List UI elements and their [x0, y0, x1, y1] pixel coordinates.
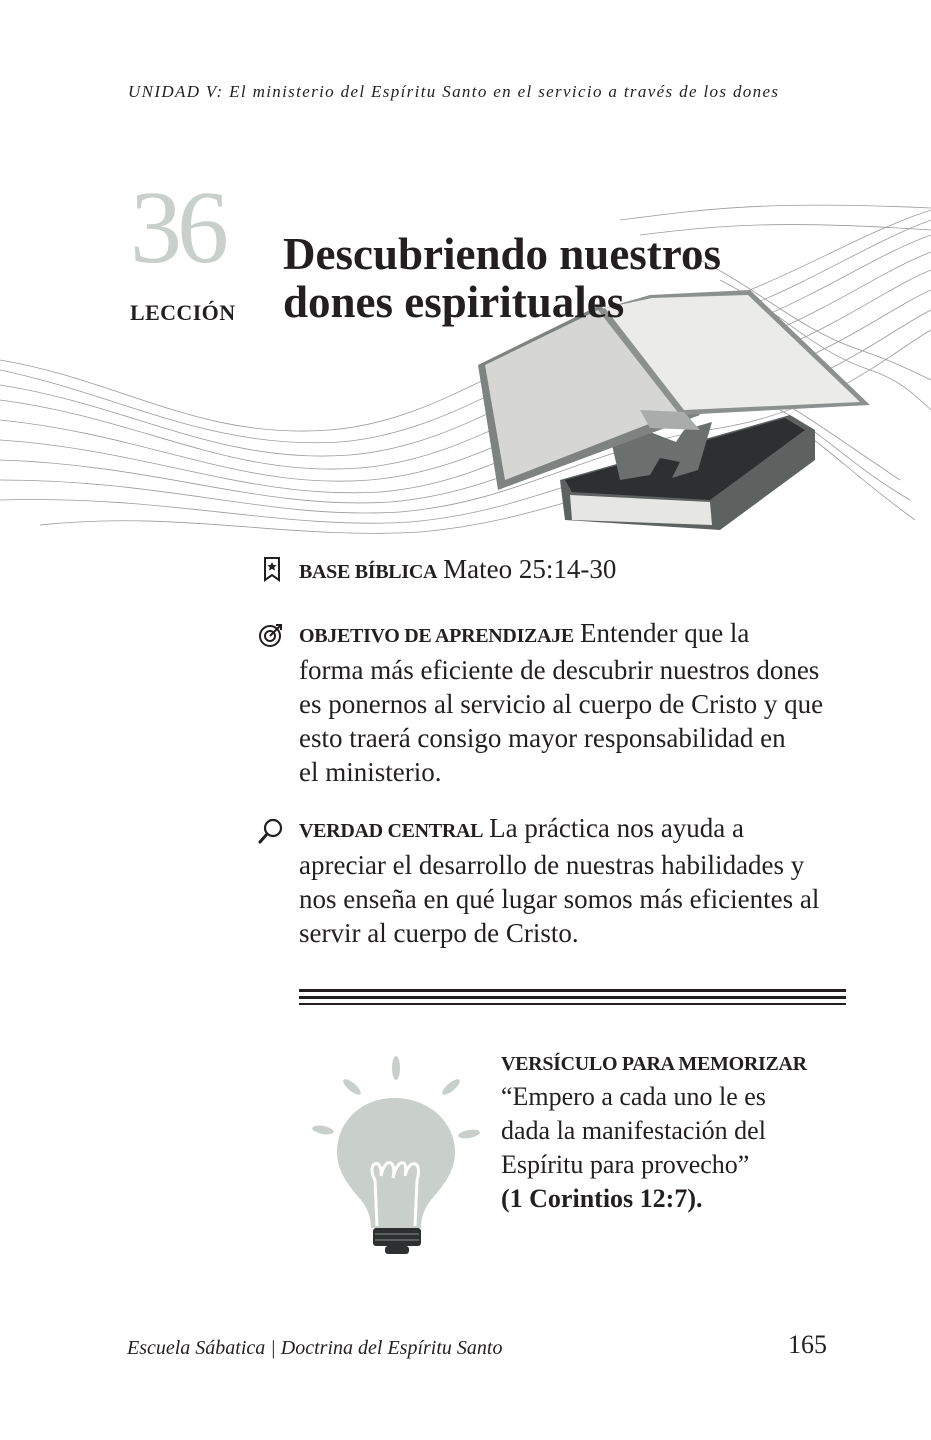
lesson-title	[283, 230, 843, 326]
target-icon	[258, 622, 284, 648]
verdad-line-3: nos enseña en qué lugar somos más eficientes al	[299, 884, 820, 914]
objetivo-line-2: forma más eficiente de descubrir nuestros dones	[299, 655, 820, 685]
memory-verse-line-1: “Empero a cada uno le es	[501, 1082, 766, 1111]
bookmark-icon	[259, 556, 285, 582]
divider-rule	[299, 989, 846, 992]
page-number: 165	[788, 1330, 827, 1359]
base-biblica-text: Mateo 25:14-30	[443, 554, 617, 584]
objetivo-line-3: es ponernos al servicio al cuerpo de Cristo y que	[299, 689, 824, 719]
verdad-central	[299, 811, 859, 950]
memory-verse-label: VERSÍCULO PARA MEMORIZAR	[501, 1053, 807, 1075]
objetivo-line-4: esto traerá consigo mayor responsabilidad en	[299, 723, 786, 753]
objetivo-line-5: el ministerio.	[299, 757, 442, 787]
divider-rule	[299, 996, 846, 999]
lightbulb-icon	[305, 1050, 495, 1255]
title-line-2: dones espirituales	[283, 277, 625, 327]
objetivo-label: OBJETIVO DE APRENDIZAJE	[299, 625, 574, 647]
memory-verse-line-2: dada la manifestación del	[501, 1116, 766, 1145]
verdad-line-2: apreciar el desarrollo de nuestras habilidades y	[299, 850, 805, 880]
objetivo	[299, 616, 859, 789]
divider-rule	[299, 1003, 846, 1005]
verdad-line-1: La práctica nos ayuda a	[489, 813, 745, 843]
memory-verse-line-3: Espíritu para provecho”	[501, 1150, 750, 1179]
title-line-1: Descubriendo nuestros	[283, 229, 721, 279]
lesson-number: 36	[130, 170, 224, 285]
base-biblica	[299, 552, 859, 589]
running-header: UNIDAD V: El ministerio del Espíritu Santo en el servicio a través de los dones	[128, 82, 780, 101]
base-biblica-label: BASE BÍBLICA	[299, 561, 438, 583]
memory-verse	[501, 1050, 861, 1216]
objetivo-line-1: Entender que la	[579, 618, 750, 648]
memory-verse-reference: (1 Corintios 12:7).	[501, 1184, 703, 1213]
verdad-label: VERDAD CENTRAL	[299, 820, 484, 842]
footer-title: Escuela Sábatica | Doctrina del Espíritu Santo	[127, 1337, 503, 1359]
magnifier-icon	[258, 818, 284, 844]
lesson-label: LECCIÓN	[130, 300, 236, 325]
verdad-line-4: servir al cuerpo de Cristo.	[299, 918, 579, 948]
